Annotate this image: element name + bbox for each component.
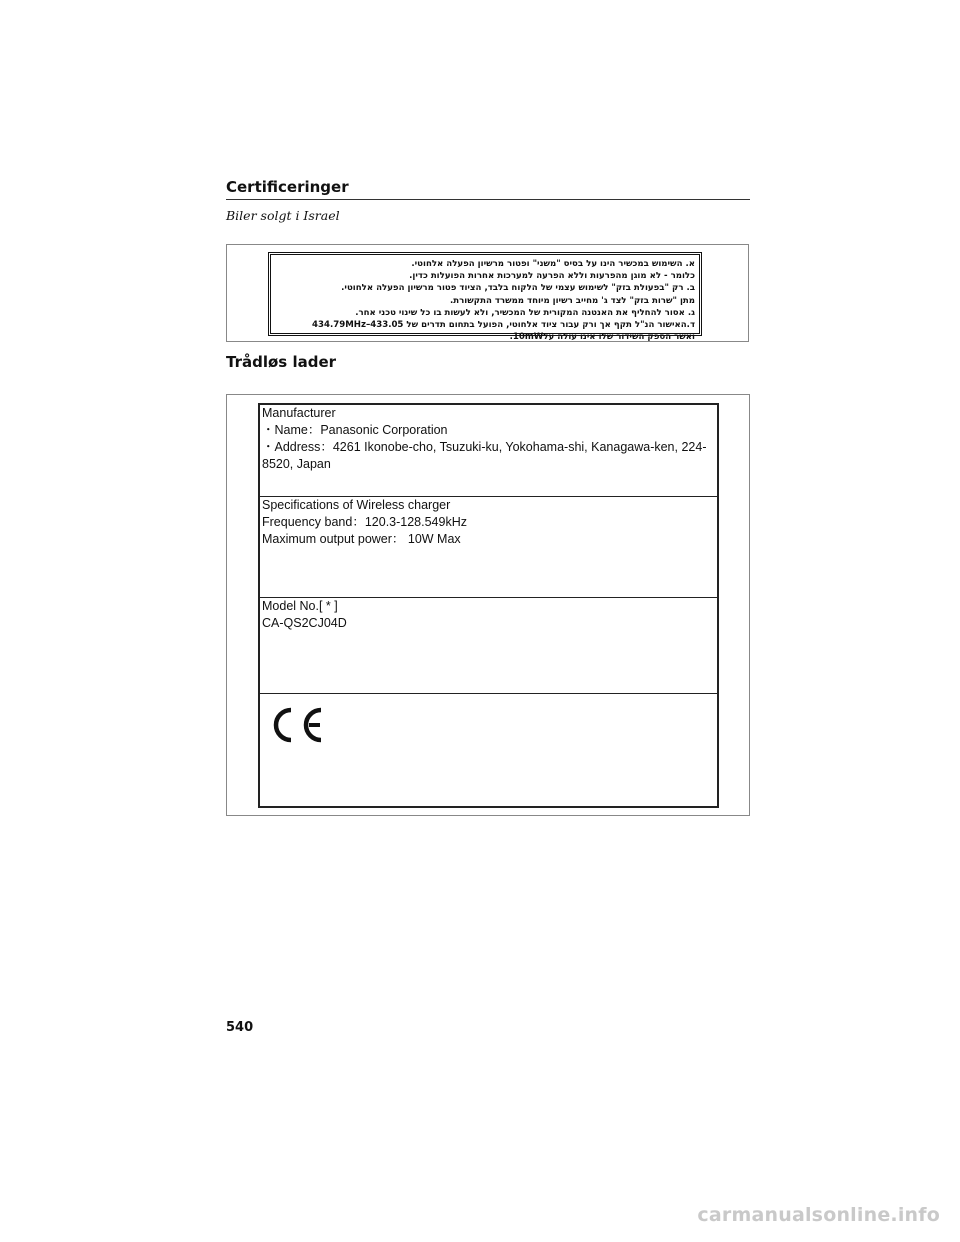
watermark: carmanualsonline.info (697, 1204, 940, 1226)
model-cell (260, 597, 717, 693)
section-title: Certificeringer (226, 178, 349, 196)
manufacturer-cell (260, 405, 717, 496)
model-number: CA-QS2CJ04D (262, 616, 347, 630)
hebrew-notice-line: ב. רק "בפעולת בזק" לשימוש עצמי של הלקוח בלבד, הציוד פטור מרשיון הפעלה אלחוטי. (341, 283, 695, 294)
hebrew-notice-line: ד.האישור הנ"ל תקף אך ורק עבור ציוד אלחוטי, הפועל בתחום תדרים של 433.05–434.79MHz (312, 320, 695, 331)
hebrew-notice-line: כלומר - לא מוגן מהפרעות וללא הפרעה למערכות אחרות הפועלות כדין. (409, 271, 695, 282)
certification-label (258, 403, 719, 808)
wireless-charger-heading: Trådløs lader (226, 353, 337, 371)
ce-mark-icon (267, 706, 327, 744)
manufacturer-name: ・Name：Panasonic Corporation (262, 423, 448, 437)
hebrew-notice-line: א. השימוש במכשיר הינו על בסיס "משני" ופטור מרשיון הפעלה אלחוטי. (411, 259, 695, 269)
hebrew-notice-line: ג. אסור להחליף את האנטנה המקורית של המכשיר, ולא לעשות בו כל שינוי טכני אחר. (355, 307, 695, 318)
hebrew-notice-line: ואשר הספק השידור שלו אינו עולה על10mW. (509, 332, 695, 343)
manufacturer-title: Manufacturer (262, 406, 336, 420)
manufacturer-address: ・Address：4261 Ikonobe-cho, Tsuzuki-ku, Yokohama-shi, Kanagawa-ken, 224- (262, 440, 707, 454)
hebrew-notice-panel (268, 252, 702, 343)
manufacturer-address-continued: 8520, Japan (262, 457, 331, 471)
section-divider (226, 199, 750, 200)
specifications-title: Specifications of Wireless charger (262, 498, 451, 512)
specifications-cell (260, 496, 717, 597)
ce-mark-cell (260, 693, 717, 806)
model-title: Model No.[ * ] (262, 599, 338, 613)
wireless-charger-certification-box (226, 394, 750, 816)
maximum-output-power: Maximum output power： 10W Max (262, 532, 461, 546)
section-subtitle: Biler solgt i Israel (226, 208, 340, 223)
page-number: 540 (226, 1020, 254, 1035)
israel-certification-box (226, 244, 749, 342)
hebrew-notice-line: מתן "שרות בזק" לצד ג' מחייב רשיון מיוחד ממשרד התקשורת. (449, 295, 695, 306)
frequency-band: Frequency band：120.3-128.549kHz (262, 515, 467, 529)
